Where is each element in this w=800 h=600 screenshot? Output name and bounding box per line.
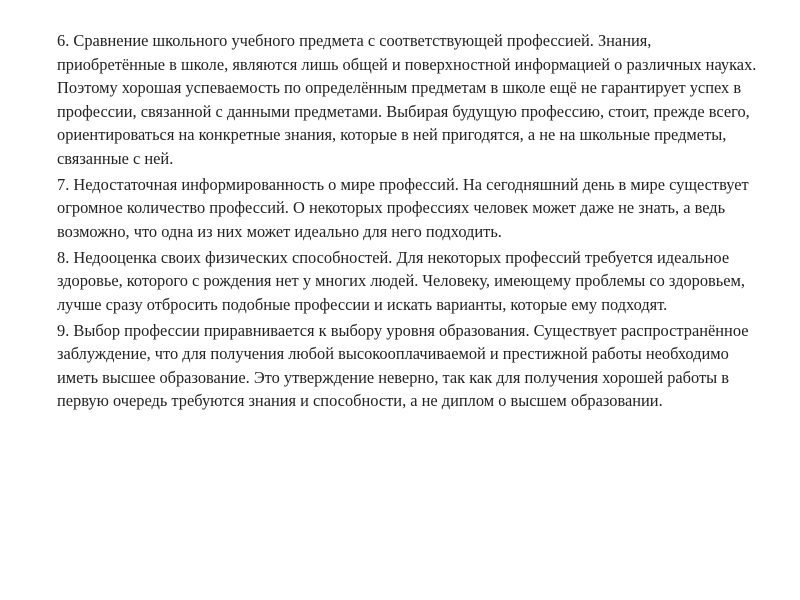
paragraph-item-6: 6. Сравнение школьного учебного предмета с соответствующей профессией. Знания, приобретённые в школе, являются лишь общей и поверхностной информацией о различных науках. Поэтому хорошая успеваемость по определённым предметам в школе ещё не гарантирует успех в профессии, связанной с данными предметами. Выбирая будущую профессию, стоит, прежде всего, ориентироваться на конкретные знания, которые в ней пригодятся, а не на школьные предметы, связанные с ней. [57, 31, 757, 168]
paragraph-item-7: 7. Недостаточная информированность о мире профессий. На сегодняшний день в мире существует огромное количество профессий. О некоторых профессиях человек может даже не знать, а ведь возможно, что одна из них может идеально для него подходить. [57, 174, 749, 241]
slide-body-text [57, 29, 757, 415]
paragraph-item-9: 9. Выбор профессии приравнивается к выбору уровня образования. Существует распространённое заблуждение, что для получения любой высокооплачиваемой и престижной работы необходимо иметь высшее образование. Это утверждение неверно, так как для получения хорошей работы в первую очередь требуются знания и способности, а не диплом о высшем образовании. [57, 320, 749, 410]
paragraph-item-8: 8. Недооценка своих физических способностей. Для некоторых профессий требуется идеальное здоровье, которого с рождения нет у многих людей. Человеку, имеющему проблемы со здоровьем, лучше сразу отбросить подобные профессии и искать варианты, которые ему подходят. [57, 247, 745, 314]
